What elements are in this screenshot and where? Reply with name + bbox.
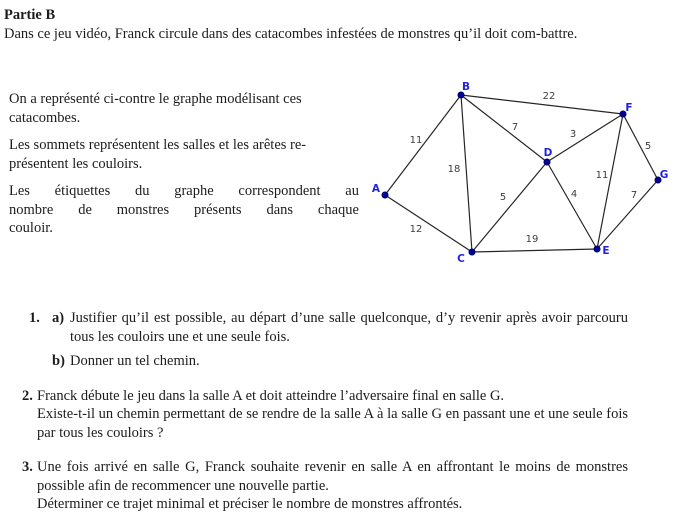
- intro-text: Dans ce jeu vidéo, Franck circule dans des catacombes infestées de monstres qu’il doit com-battre.: [4, 26, 578, 42]
- edge-DF: [547, 114, 623, 162]
- vertex-D: [544, 159, 550, 165]
- question-1b: [52, 352, 628, 371]
- edge-weight-BD: 7: [511, 122, 519, 133]
- edge-CE: [472, 249, 597, 252]
- edge-weight-AC: 12: [409, 224, 423, 235]
- questions-list: [0, 309, 681, 529]
- question-1b-label: b): [52, 353, 65, 369]
- section-title: Partie B: [4, 7, 56, 23]
- question-3-line-2: Déterminer ce trajet minimal et préciser le nombre de monstres affrontés.: [37, 496, 463, 512]
- question-1a-label: a): [52, 310, 65, 326]
- question-2-body: [37, 387, 628, 443]
- question-3: [0, 458, 681, 514]
- vertex-label-F: F: [625, 102, 633, 114]
- edge-weight-AB: 11: [409, 135, 423, 146]
- edge-weight-DE: 4: [570, 189, 578, 200]
- question-1-number: 1.: [29, 310, 40, 326]
- edge-AB: [385, 95, 461, 195]
- edge-weight-BF: 22: [542, 91, 556, 102]
- catacombs-graph-svg: [370, 78, 676, 274]
- question-1b-text: Donner un tel chemin.: [70, 353, 200, 369]
- description-paragraph-3: Les étiquettes du graphe correspondent au nombre de monstres présents dans chaque couloir.: [9, 183, 359, 236]
- vertex-label-A: A: [371, 183, 381, 195]
- question-2-line-1: Franck débute le jeu dans la salle A et doit atteindre l’adversaire final en salle G.: [37, 387, 505, 404]
- edge-BD: [461, 95, 547, 162]
- vertex-E: [594, 246, 600, 252]
- vertex-A: [382, 192, 388, 198]
- edge-weight-BC: 18: [447, 164, 461, 175]
- description-column: [9, 90, 359, 247]
- question-1-body: [52, 309, 628, 371]
- question-2-number: 2.: [22, 387, 33, 404]
- question-3-number: 3.: [22, 459, 33, 475]
- vertex-C: [469, 249, 475, 255]
- description-paragraph-2: Les sommets représentent les salles et les arêtes re-présentent les couloirs.: [9, 137, 307, 172]
- vertex-label-C: C: [457, 253, 465, 265]
- edge-EF: [597, 114, 623, 249]
- question-2-line-2: Existe-t-il un chemin permettant de se rendre de la salle A à la salle G en passant une et une seule fois par tous les couloirs ?: [37, 406, 628, 441]
- question-3-body: [37, 458, 628, 514]
- vertex-label-D: D: [543, 147, 553, 159]
- edge-weight-CE: 19: [525, 234, 539, 245]
- edge-weight-EG: 7: [630, 190, 638, 201]
- question-1a-text: Justifier qu’il est possible, au départ d’une salle quelconque, d’y revenir après avoir parcouru tous les couloirs une et une seule fois.: [70, 310, 628, 345]
- edge-weight-CD: 5: [499, 192, 507, 203]
- edge-FG: [623, 114, 658, 180]
- catacombs-graph-figure: [370, 78, 676, 274]
- edge-AC: [385, 195, 472, 252]
- question-1a: [52, 309, 628, 346]
- header: [4, 7, 628, 43]
- description-paragraph-1: On a représenté ci-contre le graphe modélisant ces catacombes.: [9, 91, 302, 126]
- edge-BC: [461, 95, 472, 252]
- edge-weight-DF: 3: [569, 129, 577, 140]
- edge-weight-EF: 11: [595, 170, 609, 181]
- edge-EG: [597, 180, 658, 249]
- edge-weight-FG: 5: [644, 141, 652, 152]
- vertex-label-B: B: [461, 81, 471, 93]
- question-1: [0, 309, 681, 371]
- question-2: [0, 387, 681, 443]
- question-3-line-1: Une fois arrivé en salle G, Franck souhaite revenir en salle A en affrontant le moins de monstres possible afin de recommencer une nouvelle partie.: [37, 459, 628, 494]
- vertex-label-G: G: [659, 169, 669, 181]
- edge-DE: [547, 162, 597, 249]
- vertex-label-E: E: [602, 245, 610, 257]
